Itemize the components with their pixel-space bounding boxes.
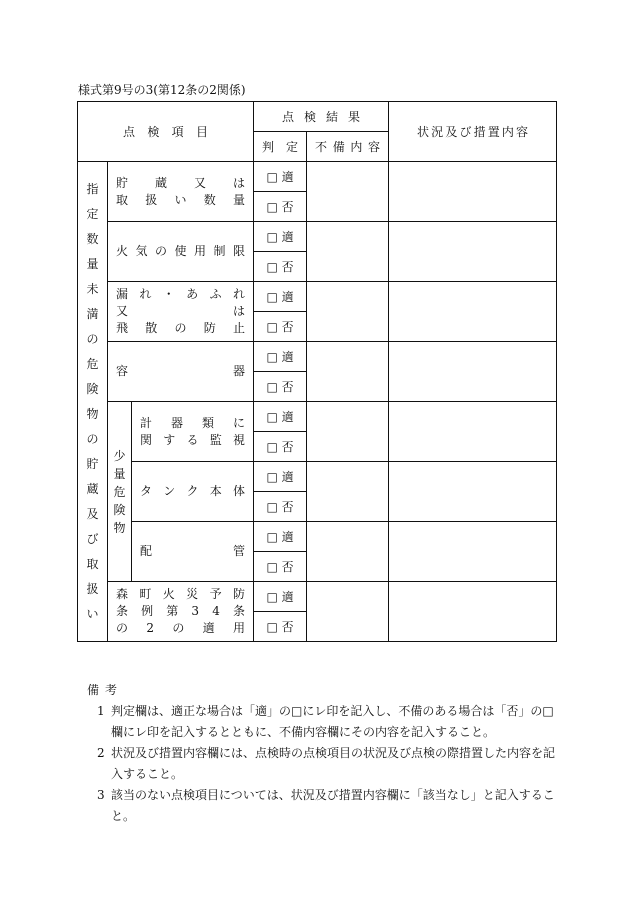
check-ng[interactable]: □ 否 [254, 252, 307, 282]
header-judgment: 判 定 [254, 132, 307, 162]
check-ok[interactable]: □ 適 [254, 162, 307, 192]
inspection-item: タ ン ク 本 体 [132, 462, 254, 522]
check-ok[interactable]: □ 適 [254, 402, 307, 432]
header-status: 状 況 及 び 措 置 内 容 [389, 102, 557, 162]
remark-line: 3 該当のない点検項目については、状況及び措置内容欄に「該当なし」と記入すること。 [97, 788, 555, 823]
check-ok[interactable]: □ 適 [254, 582, 307, 612]
table-row [78, 402, 557, 432]
inspection-item: 配 管 [132, 522, 254, 582]
inspection-item: 森 町 火 災 予 防 条 例 第 3 4 条 の 2 の 適 用 [108, 582, 254, 642]
status-cell[interactable] [389, 522, 557, 582]
status-cell[interactable] [389, 582, 557, 642]
inspection-item: 火 気 の 使 用 制 限 [108, 222, 254, 282]
small-qty-category: 少 量 危 険 物 [108, 402, 132, 582]
status-cell[interactable] [389, 402, 557, 462]
check-ng[interactable]: □ 否 [254, 432, 307, 462]
check-ok[interactable]: □ 適 [254, 282, 307, 312]
check-ng[interactable]: □ 否 [254, 492, 307, 522]
check-ng[interactable]: □ 否 [254, 312, 307, 342]
table-row [78, 222, 557, 252]
inspection-table [77, 101, 557, 642]
check-ng[interactable]: □ 否 [254, 612, 307, 642]
table-row [78, 342, 557, 372]
table-row [78, 522, 557, 552]
status-cell[interactable] [389, 282, 557, 342]
table-row [78, 162, 557, 192]
inspection-item: 容 器 [108, 342, 254, 402]
check-ok[interactable]: □ 適 [254, 342, 307, 372]
status-cell[interactable] [389, 162, 557, 222]
deficiency-cell[interactable] [307, 582, 389, 642]
check-ok[interactable]: □ 適 [254, 522, 307, 552]
deficiency-cell[interactable] [307, 282, 389, 342]
remark-line: 1 判定欄は、適正な場合は「適」の□にレ印を記入し、不備のある場合は「否」の□欄にレ印を記入するとともに、不備内容欄にその内容を記入すること。 [97, 704, 554, 739]
deficiency-cell[interactable] [307, 342, 389, 402]
header-inspection-item: 点 検 項 目 [78, 102, 254, 162]
check-ng[interactable]: □ 否 [254, 192, 307, 222]
remarks [77, 680, 557, 827]
deficiency-cell[interactable] [307, 222, 389, 282]
header-deficiency: 不 備 内 容 [307, 132, 389, 162]
status-cell[interactable] [389, 462, 557, 522]
check-ok[interactable]: □ 適 [254, 222, 307, 252]
header-result: 点 検 結 果 [254, 102, 389, 132]
deficiency-cell[interactable] [307, 162, 389, 222]
inspection-item: 計 器 類 に 関 す る 監 視 [132, 402, 254, 462]
inspection-item: 貯 蔵 又 は 取 扱 い 数 量 [108, 162, 254, 222]
check-ng[interactable]: □ 否 [254, 372, 307, 402]
deficiency-cell[interactable] [307, 522, 389, 582]
check-ng[interactable]: □ 否 [254, 552, 307, 582]
deficiency-cell[interactable] [307, 402, 389, 462]
inspection-item: 漏 れ ・ あ ふ れ 又 は 飛 散 の 防 止 [108, 282, 254, 342]
status-cell[interactable] [389, 342, 557, 402]
table-row [78, 582, 557, 612]
deficiency-cell[interactable] [307, 462, 389, 522]
table-row [78, 282, 557, 312]
form-title: 様式第9号の3(第12条の2関係) [78, 83, 246, 97]
remarks-heading: 備考 [87, 683, 124, 697]
category-vertical: 指 定 数 量 未 満 の 危 険 物 の 貯 蔵 及 び 取 扱 い [78, 162, 108, 642]
check-ok[interactable]: □ 適 [254, 462, 307, 492]
table-row [78, 462, 557, 492]
status-cell[interactable] [389, 222, 557, 282]
remark-line: 2 状況及び措置内容欄には、点検時の点検項目の状況及び点検の際措置した内容を記入すること。 [97, 746, 556, 781]
